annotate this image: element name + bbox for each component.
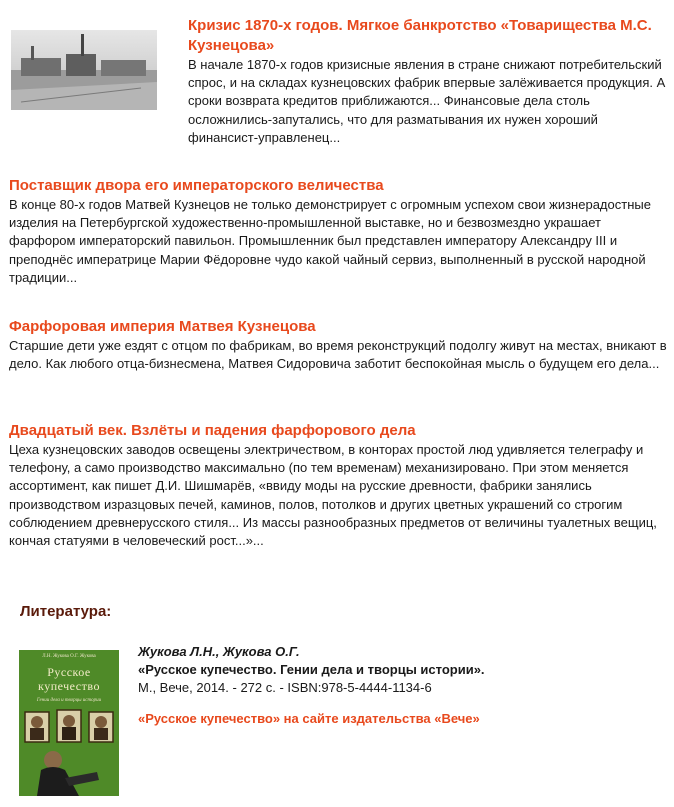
article-title-porcelain-empire[interactable]: Фарфоровая империя Матвея Кузнецова	[9, 318, 316, 335]
article-porcelain-empire	[9, 317, 669, 373]
book-title: «Русское купечество. Гении дела и творцы истории».	[138, 662, 485, 677]
book-publication: М., Вече, 2014. - 272 с. - ISBN:978-5-4444-1134-6	[138, 680, 432, 695]
article-title-twentieth-century[interactable]: Двадцатый век. Взлёты и падения фарфорового дела	[9, 422, 416, 439]
book-info	[138, 643, 658, 728]
book-authors: Жукова Л.Н., Жукова О.Г.	[138, 644, 300, 659]
article-text-porcelain-empire: Старшие дети уже ездят с отцом по фабрикам, во время реконструкций подолгу живут на местах, вникают в дело. Как любого отца-бизнесмена, Матвея Сидоровича заботит беспокойная мысль о будущем его дела...	[9, 338, 667, 372]
book-cover[interactable]	[19, 650, 119, 796]
article-twentieth-century	[9, 421, 669, 550]
cover-portraits-illustration	[19, 708, 119, 796]
article-text-crisis: В начале 1870-х годов кризисные явления в стране снижают потребительский спрос, и на складах кузнецовских фабрик впервые залёживается продукция. А сроки возврата кредитов приближаются... Финансовые дела столь осложнились-запутались, что для разматывания их нужен хороший финансист-управленец...	[188, 57, 666, 145]
article-title-crisis[interactable]: Кризис 1870-х годов. Мягкое банкротство «Товарищества М.С. Кузнецова»	[188, 17, 652, 54]
article-imperial-supplier	[9, 176, 669, 287]
cover-authors: Л.Н. Жукова О.Г. Жукова	[42, 654, 96, 659]
article-text-twentieth-century: Цеха кузнецовских заводов освещены электричеством, в конторах простой люд удивляется телеграфу и телефону, а само производство максимально (по тем временам) механизировано. При этом меняется ассортимент, как пишет Д.И. Шишмарёв, «ввиду моды на русские древности, фабрики занялись производством изразцовых печей, каминов, полов, потолков и других цветных украшений со строгим соблюдением древнерусского стиля... Из массы разнообразных предметов от величины туалетных вещиц, кончая статуями в человеческий рост...»...	[9, 442, 657, 549]
article-text-imperial-supplier: В конце 80-х годов Матвей Кузнецов не только демонстрирует с огромным успехом свои жизнерадостные изделия на Петербургской художественно-промышленной выставке, но и безвозмездно украшает фарфором императорский павильон. Промышленник был представлен императору Александру III и преподнёс императрице Марии Фёдоровне чудо какой чайный сервиз, выполненный в русской народной традиции...	[9, 197, 651, 285]
publisher-book-link[interactable]: «Русское купечество» на сайте издательства «Вече»	[138, 711, 480, 726]
factory-photo[interactable]	[11, 30, 157, 110]
article-crisis-1870s	[188, 16, 668, 147]
article-title-imperial-supplier[interactable]: Поставщик двора его императорского величества	[9, 177, 384, 194]
literature-heading: Литература:	[20, 603, 112, 620]
cover-title	[19, 665, 119, 693]
cover-subtitle: Гении дела и творцы истории	[36, 698, 102, 703]
cover-title-line2: купечество	[38, 679, 100, 693]
factory-photo-image	[11, 30, 157, 110]
cover-title-line1: Русское	[47, 665, 91, 679]
